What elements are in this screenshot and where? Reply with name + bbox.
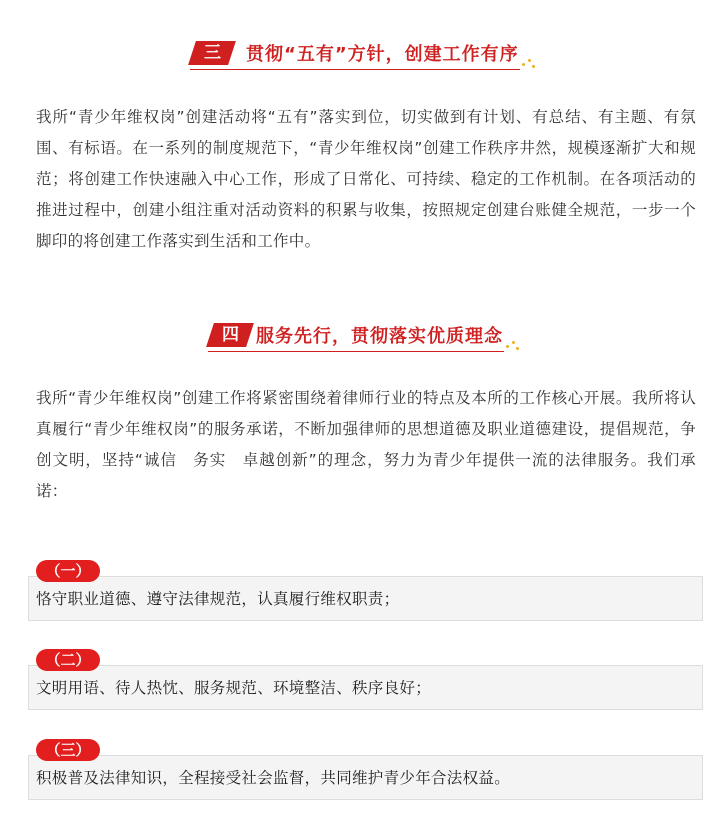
section-number: 四: [221, 325, 239, 345]
section-header-3: [0, 35, 725, 75]
decorative-dots-icon: [506, 341, 520, 355]
pledge-item: [28, 649, 703, 711]
section-paragraph: 我所“青少年维权岗”创建活动将“五有”落实到位，切实做到有计划、有总结、有主题、有氛围、有标语。在一系列的制度规范下，“青少年维权岗”创建工作秩序井然，规模逐渐扩大和规范；将创建工作快速融入中心工作，形成了日常化、可持续、稳定的工作机制。在各项活动的推进过程中，创建小组注重对活动资料的积累与收集，按照规定创建台账健全规范，一步一个脚印的将创建工作落实到生活和工作中。: [36, 108, 696, 250]
section-underline: [190, 69, 520, 70]
pledge-text: 文明用语、待人热忱、服务规范、环境整洁、秩序良好；: [36, 679, 432, 697]
section-title: 服务先行，贯彻落实优质理念: [256, 326, 503, 347]
section-paragraph: 我所“青少年维权岗”创建工作将紧密围绕着律师行业的特点及本所的工作核心开展。我所将认真履行“青少年维权岗”的服务承诺，不断加强律师的思想道德及职业道德建设，提倡规范，争创文明，坚持“诚信 务实 卓越创新”的理念，努力为青少年提供一流的法律服务。我们承诺：: [36, 389, 696, 500]
section-header-4: [0, 317, 725, 357]
pledge-number-tag: （二）: [36, 649, 100, 671]
section-number-badge: [188, 41, 236, 65]
section-title: 贯彻“五有”方针，创建工作有序: [246, 44, 519, 65]
pledge-text: 积极普及法律知识，全程接受社会监督，共同维护青少年合法权益。: [36, 769, 511, 787]
pledge-number-tag: （一）: [36, 560, 100, 582]
pledge-item: [28, 739, 703, 801]
pledge-item: [28, 560, 703, 622]
decorative-dots-icon: [522, 59, 536, 73]
section-number-badge: [206, 323, 254, 347]
pledge-text: 恪守职业道德、遵守法律规范，认真履行维权职责；: [36, 590, 400, 608]
section-underline: [208, 351, 504, 352]
pledge-number-tag: （三）: [36, 739, 100, 761]
section-number: 三: [203, 43, 221, 63]
